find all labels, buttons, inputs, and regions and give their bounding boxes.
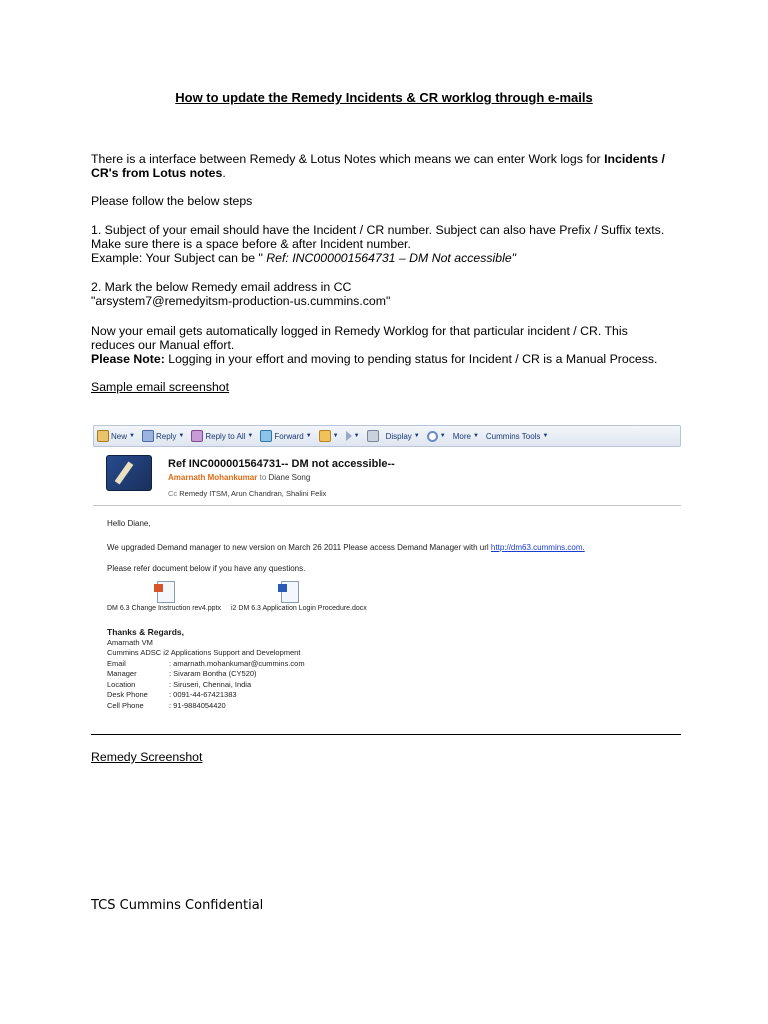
reply-all-button[interactable]: Reply to All ▼ (191, 430, 253, 442)
signature-heading: Thanks & Regards, (107, 627, 184, 637)
signature-row: Location : Siruseri, Chennai, India (107, 679, 252, 689)
attachment-pptx[interactable] (107, 581, 221, 612)
example-label: Example: Your Subject can be " (91, 251, 267, 265)
chevron-down-icon: ▼ (353, 433, 360, 439)
email-screenshot (93, 425, 681, 717)
email-from-line (168, 473, 310, 482)
step-2-line-2: "arsystem7@remedyitsm-production-us.cummins.com" (91, 294, 391, 308)
chevron-down-icon: ▼ (332, 433, 339, 439)
note-line (91, 352, 691, 366)
intro-end: . (222, 166, 226, 180)
forward-icon (260, 430, 272, 442)
new-icon (97, 430, 109, 442)
attachment-docx[interactable] (231, 581, 367, 612)
cc-recipients[interactable]: Remedy ITSM, Arun Chandran, Shalini Felix (179, 489, 327, 498)
demand-manager-link[interactable]: http://dm63.cummins.com. (490, 543, 585, 552)
chevron-down-icon: ▼ (413, 433, 420, 439)
email-cc-line (168, 489, 326, 498)
chevron-down-icon: ▼ (439, 433, 446, 439)
search-button[interactable] (427, 431, 446, 442)
email-subject: Ref INC000001564731-- DM not accessible-- (168, 458, 395, 470)
example-value: Ref: INC000001564731 – DM Not accessible" (266, 251, 517, 265)
step-2 (91, 280, 691, 308)
trash-icon (367, 430, 379, 442)
cc-label: Cc (168, 489, 178, 498)
forward-button[interactable]: Forward ▼ (260, 430, 311, 442)
to-label: to (259, 473, 267, 482)
signature-row: Cell Phone : 91-9884054420 (107, 700, 226, 710)
note-label: Please Note: (91, 352, 165, 366)
chevron-down-icon: ▼ (178, 433, 185, 439)
folder-button[interactable] (319, 430, 339, 442)
sender-name[interactable]: Amarnath Mohankumar (168, 473, 258, 482)
cummins-tools-button[interactable]: Cummins Tools ▼ (485, 431, 549, 441)
signature-dept: Cummins ADSC i2 Applications Support and Development (107, 648, 301, 657)
email-greeting: Hello Diane, (107, 519, 151, 528)
sample-email-heading: Sample email screenshot (91, 380, 230, 394)
reply-icon (142, 430, 154, 442)
step-1 (91, 223, 691, 265)
chevron-down-icon: ▼ (542, 433, 549, 439)
attachment-pptx-label: DM 6.3 Change Instruction rev4.pptx (107, 605, 222, 612)
result-line-1: Now your email gets automatically logged in Remedy Worklog for that particular incident / CR. This (91, 324, 628, 338)
flag-icon (346, 431, 352, 441)
display-button[interactable]: Display ▼ (385, 431, 420, 441)
email-line-1: We upgraded Demand manager to new version on March 26 2011 Please access Demand Manager with url http://dm63.cummins.com. (107, 543, 585, 552)
pptx-file-icon (157, 581, 175, 603)
chevron-down-icon: ▼ (305, 433, 312, 439)
steps-intro: Please follow the below steps (91, 194, 253, 208)
signature-name: Amarnath VM (107, 637, 153, 647)
chevron-down-icon: ▼ (129, 433, 135, 439)
signature-row: Email : amarnath.mohankumar@cummins.com (107, 658, 305, 668)
folder-icon (319, 430, 331, 442)
recipient-name[interactable]: Diane Song (268, 473, 311, 482)
docx-file-icon (281, 581, 299, 603)
signature-row: Manager : Sivaram Bontha (CY520) (107, 669, 257, 678)
email-line-2: Please refer document below if you have any questions. (107, 564, 306, 573)
horizontal-divider (91, 734, 681, 735)
search-icon (427, 431, 438, 442)
step-2-line-1: 2. Mark the below Remedy email address in CC (91, 280, 352, 294)
result-line-2: reduces our Manual effort. (91, 338, 235, 352)
step-1-line-2: Make sure there is a space before & after Incident number. (91, 237, 411, 251)
reply-all-icon (191, 430, 203, 442)
delete-button[interactable] (367, 430, 379, 442)
chevron-down-icon: ▼ (247, 433, 254, 439)
notes-app-icon (106, 455, 152, 491)
confidential-footer: TCS Cummins Confidential (91, 898, 264, 913)
result-paragraph (91, 324, 691, 366)
step-1-line-1: 1. Subject of your email should have the Incident / CR number. Subject can also have Prefix / Suffix texts. (91, 223, 665, 237)
step-1-example (91, 251, 691, 265)
page-title: How to update the Remedy Incidents & CR worklog through e-mails (175, 90, 593, 105)
email-signature (107, 627, 305, 711)
more-button[interactable]: More ▼ (452, 431, 479, 441)
flag-button[interactable] (346, 431, 360, 441)
reply-button[interactable]: Reply ▼ (142, 430, 184, 442)
intro-paragraph (91, 152, 691, 180)
email-header (93, 447, 681, 506)
note-text: Logging in your effort and moving to pending status for Incident / CR is a Manual Process. (164, 352, 658, 366)
email-toolbar (93, 425, 681, 447)
attachment-docx-label: i2 DM 6.3 Application Login Procedure.docx (231, 605, 367, 612)
intro-text: There is a interface between Remedy & Lotus Notes which means we can enter Work logs for (91, 152, 605, 166)
new-button[interactable]: New ▼ (97, 430, 135, 442)
signature-row: Desk Phone : 0091-44-67421383 (107, 690, 237, 699)
chevron-down-icon: ▼ (472, 433, 479, 439)
remedy-screenshot-heading: Remedy Screenshot (91, 750, 203, 764)
intro-bold: Incidents / CR's from Lotus notes (91, 152, 665, 180)
